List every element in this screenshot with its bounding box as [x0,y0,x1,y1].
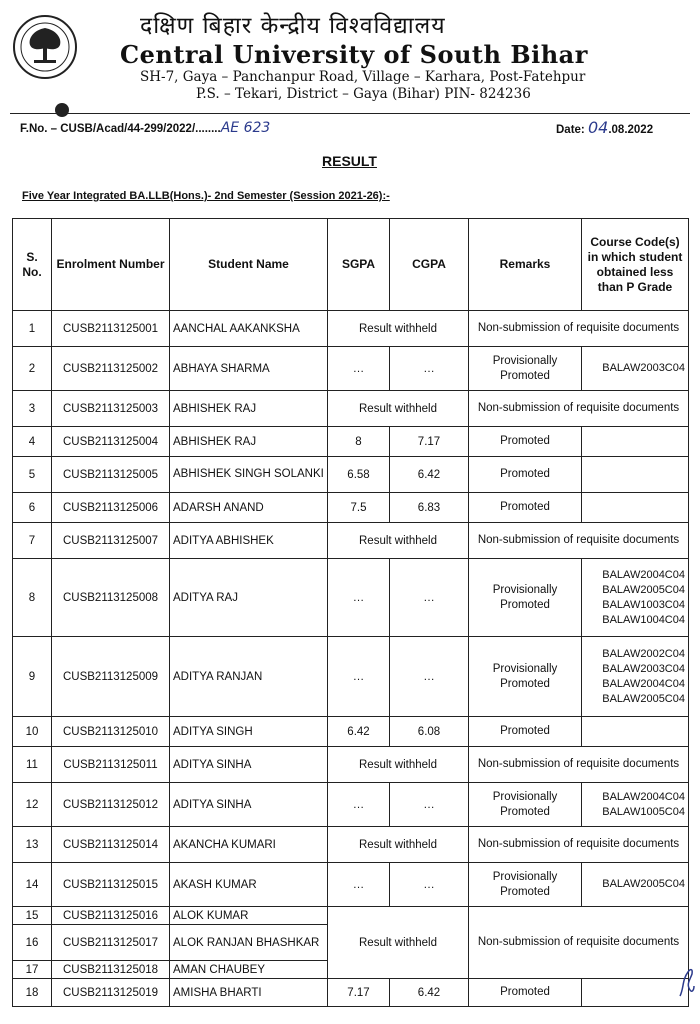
signature-mark [676,960,696,1000]
cell-remarks: Promoted [469,717,582,747]
cell-sgpa: … [328,783,390,827]
table-row [13,637,689,717]
cell-student-name: ALOK RANJAN BHASHKAR [170,925,328,961]
university-name: Central University of South Bihar [120,40,588,69]
cell-enrolment: CUSB2113125010 [52,717,170,747]
cell-course-codes [582,427,689,457]
file-number-label: F.No. – CUSB/Acad/44-299/2022/........ [20,123,221,135]
cell-remarks: Promoted [469,493,582,523]
cell-enrolment: CUSB2113125008 [52,559,170,637]
cell-sno: 13 [13,827,52,863]
cell-sno: 2 [13,347,52,391]
cell-remarks: Non-submission of requisite documents [469,827,689,863]
cell-student-name: ADITYA RANJAN [170,637,328,717]
cell-sno: 15 [13,907,52,925]
cell-remarks: Non-submission of requisite documents [469,907,689,979]
cell-enrolment: CUSB2113125005 [52,457,170,493]
cell-sno: 4 [13,427,52,457]
cell-student-name: ADITYA ABHISHEK [170,523,328,559]
cell-student-name: AMAN CHAUBEY [170,961,328,979]
cell-cgpa: … [390,347,469,391]
university-name-hindi: दक्षिण बिहार केन्द्रीय विश्वविद्यालय [140,13,446,39]
cell-course-codes: BALAW2003C04 [582,347,689,391]
page-title: RESULT [322,153,377,169]
cell-sno: 5 [13,457,52,493]
cell-cgpa: … [390,863,469,907]
cell-sgpa: … [328,347,390,391]
header-sgpa: SGPA [328,219,390,311]
cell-sno: 8 [13,559,52,637]
cell-sno: 14 [13,863,52,907]
cell-sno: 17 [13,961,52,979]
cell-enrolment: CUSB2113125009 [52,637,170,717]
cell-student-name: AANCHAL AAKANKSHA [170,311,328,347]
address-line-1: SH-7, Gaya – Panchanpur Road, Village – Karhara, Post-Fatehpur [140,69,586,85]
cell-student-name: ABHAYA SHARMA [170,347,328,391]
cell-student-name: ABHISHEK SINGH SOLANKI [170,457,328,493]
cell-sno: 12 [13,783,52,827]
cell-withheld: Result withheld [328,907,469,979]
cell-sno: 6 [13,493,52,523]
table-row [13,747,689,783]
cell-withheld: Result withheld [328,827,469,863]
cell-sno: 11 [13,747,52,783]
cell-enrolment: CUSB2113125003 [52,391,170,427]
cell-withheld: Result withheld [328,747,469,783]
cell-remarks: Provisionally Promoted [469,637,582,717]
header-sno: S. No. [13,219,52,311]
cell-student-name: ABHISHEK RAJ [170,427,328,457]
cell-remarks: Non-submission of requisite documents [469,523,689,559]
cell-cgpa: 6.42 [390,979,469,1007]
cell-remarks: Non-submission of requisite documents [469,391,689,427]
cell-cgpa: 6.08 [390,717,469,747]
result-table [12,218,689,1007]
header-student-name: Student Name [170,219,328,311]
cell-sgpa: … [328,863,390,907]
table-row [13,827,689,863]
cell-remarks: Non-submission of requisite documents [469,311,689,347]
cell-enrolment: CUSB2113125018 [52,961,170,979]
cell-student-name: ADITYA RAJ [170,559,328,637]
cell-remarks: Promoted [469,427,582,457]
cell-sgpa: 7.17 [328,979,390,1007]
cell-student-name: ADITYA SINHA [170,747,328,783]
cell-course-codes: BALAW2002C04 BALAW2003C04 BALAW2004C04 BALAW2005C04 [582,637,689,717]
table-row [13,391,689,427]
cell-enrolment: CUSB2113125002 [52,347,170,391]
cell-enrolment: CUSB2113125012 [52,783,170,827]
date-rest: .08.2022 [608,124,654,136]
cell-student-name: ADARSH ANAND [170,493,328,523]
cell-student-name: AMISHA BHARTI [170,979,328,1007]
cell-enrolment: CUSB2113125011 [52,747,170,783]
table-row [13,717,689,747]
table-row [13,523,689,559]
cell-withheld: Result withheld [328,391,469,427]
date-day-handwritten: 04 [587,118,609,137]
table-row [13,863,689,907]
cell-remarks: Provisionally Promoted [469,863,582,907]
cell-sno: 3 [13,391,52,427]
cell-course-codes [582,457,689,493]
cell-enrolment: CUSB2113125004 [52,427,170,457]
cell-sno: 16 [13,925,52,961]
university-logo-icon [12,14,78,80]
cell-withheld: Result withheld [328,311,469,347]
cell-sgpa: 6.58 [328,457,390,493]
cell-withheld: Result withheld [328,523,469,559]
cell-cgpa: … [390,637,469,717]
file-number-handwritten: AE 623 [220,120,271,136]
cell-remarks: Promoted [469,979,582,1007]
cell-enrolment: CUSB2113125019 [52,979,170,1007]
cell-student-name: ADITYA SINGH [170,717,328,747]
cell-cgpa: 6.42 [390,457,469,493]
table-row [13,457,689,493]
cell-enrolment: CUSB2113125015 [52,863,170,907]
cell-enrolment: CUSB2113125014 [52,827,170,863]
table-row [13,311,689,347]
letterhead [0,0,700,110]
cell-remarks: Provisionally Promoted [469,347,582,391]
cell-sno: 10 [13,717,52,747]
cell-sno: 9 [13,637,52,717]
table-row [13,493,689,523]
cell-course-codes [582,493,689,523]
cell-sgpa: … [328,559,390,637]
cell-course-codes [582,979,689,1007]
programme-title: Five Year Integrated BA.LLB(Hons.)- 2nd Semester (Session 2021-26):- [22,190,390,202]
date-label: Date: [556,124,585,136]
cell-sgpa: … [328,637,390,717]
table-row [13,347,689,391]
cell-enrolment: CUSB2113125006 [52,493,170,523]
cell-sno: 18 [13,979,52,1007]
cell-remarks: Non-submission of requisite documents [469,747,689,783]
cell-course-codes: BALAW2005C04 [582,863,689,907]
table-header-row [13,219,689,311]
cell-sgpa: 8 [328,427,390,457]
cell-sno: 1 [13,311,52,347]
header-course-codes: Course Code(s) in which student obtained less than P Grade [582,219,689,311]
cell-remarks: Provisionally Promoted [469,783,582,827]
file-number [20,120,270,136]
table-row [13,979,689,1007]
cell-remarks: Promoted [469,457,582,493]
cell-student-name: ABHISHEK RAJ [170,391,328,427]
cell-course-codes: BALAW2004C04 BALAW2005C04 BALAW1003C04 BALAW1004C04 [582,559,689,637]
cell-cgpa: … [390,783,469,827]
table-row [13,783,689,827]
issue-date [556,118,653,137]
table-row [13,427,689,457]
cell-enrolment: CUSB2113125016 [52,907,170,925]
cell-enrolment: CUSB2113125001 [52,311,170,347]
cell-cgpa: … [390,559,469,637]
cell-sno: 7 [13,523,52,559]
cell-student-name: AKASH KUMAR [170,863,328,907]
cell-sgpa: 6.42 [328,717,390,747]
punch-hole [55,103,69,117]
header-divider [10,113,690,114]
cell-course-codes: BALAW2004C04 BALAW1005C04 [582,783,689,827]
cell-student-name: ADITYA SINHA [170,783,328,827]
table-row [13,559,689,637]
header-remarks: Remarks [469,219,582,311]
cell-student-name: ALOK KUMAR [170,907,328,925]
header-enrolment: Enrolment Number [52,219,170,311]
cell-enrolment: CUSB2113125007 [52,523,170,559]
cell-cgpa: 6.83 [390,493,469,523]
cell-remarks: Provisionally Promoted [469,559,582,637]
cell-student-name: AKANCHA KUMARI [170,827,328,863]
cell-cgpa: 7.17 [390,427,469,457]
cell-enrolment: CUSB2113125017 [52,925,170,961]
cell-course-codes [582,717,689,747]
table-row [13,907,689,925]
address-line-2: P.S. – Tekari, District – Gaya (Bihar) PIN- 824236 [196,86,531,102]
cell-sgpa: 7.5 [328,493,390,523]
header-cgpa: CGPA [390,219,469,311]
